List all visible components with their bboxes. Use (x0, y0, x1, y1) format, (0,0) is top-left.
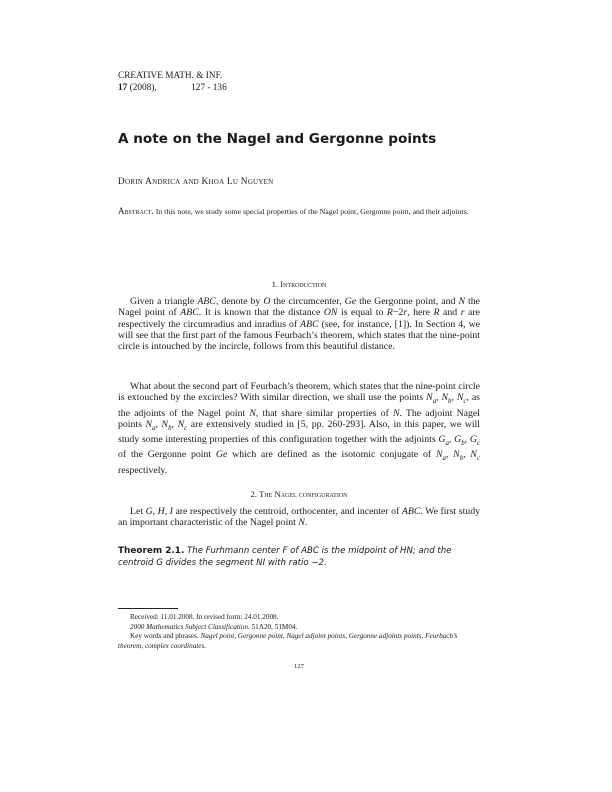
math-subscript: c (184, 424, 188, 432)
math-symbol: $N_a$ (145, 418, 156, 432)
math-symbol: Ge (344, 296, 357, 307)
journal-issue-line (118, 82, 227, 94)
math-subscript: b (448, 398, 452, 406)
abstract (118, 206, 480, 217)
math-symbol: O (263, 296, 271, 307)
abstract-heading: Abstract. (118, 206, 154, 216)
section-1-heading (118, 279, 480, 289)
math-symbol: r (460, 307, 465, 319)
journal-header (118, 70, 227, 94)
math-symbol: $N_b$ (161, 418, 172, 432)
math-symbol: $N_b$ (453, 449, 464, 463)
footnote-keywords (118, 632, 480, 651)
section-2-title: The Nagel configuration (259, 489, 348, 499)
math-symbol: Ge (215, 449, 228, 461)
math-symbol: F (282, 546, 288, 556)
author-line (118, 177, 273, 187)
math-subscript: a (445, 440, 449, 448)
math-subscript: c (463, 398, 467, 406)
section-2-heading (118, 489, 480, 499)
section-1-paragraph-2: What about the second part of Feurbach’s theorem, which states that the nine-point circle is extouched by the excircles? With similar direction, we shall use the points $N_a$, $N_b$, $N_c$, as the adjoints of the Nagel point N, that share similar properties of N. The adjoint Nagel points $N_a$, $N_b$, $N_c$ are extensively studied in [5, pp. 260-293]. Also, in this paper, we will study some interesting properties of this configuration together with the adjoints $G_a$, $G_b$, $G_c$ of the Gergonne point Ge which are defined as the isotomic conjugate of $N_a$, $N_b$, $N_c$ respectively. (118, 381, 480, 476)
section-1-title: Introduction (280, 279, 327, 289)
math-symbol: $N_c$ (470, 449, 480, 463)
math-symbol: ON (323, 307, 338, 319)
math-symbol: HN (399, 546, 413, 556)
math-symbol: ABC (301, 546, 319, 556)
page-number: 127 (294, 663, 304, 670)
math-symbol: $N_c$ (177, 418, 188, 432)
section-2-paragraph-1: Let G, H, I are respectively the centroid, orthocenter, and incenter of ABC. We first study an important characteristic of the Nagel point N. (118, 506, 480, 529)
section-1-number: 1. (271, 279, 279, 289)
math-symbol: N (458, 296, 465, 307)
journal-pages: 127 - 136 (191, 83, 227, 93)
abstract-text: In this note, we study some special properties of the Nagel point, Gergonne point, and their adjoints. (155, 207, 469, 216)
section-2-number: 2. (250, 489, 257, 499)
footnote-received: Received: 11.01.2008. In revised form: 24.01.2008. (130, 613, 279, 621)
math-subscript: c (476, 440, 480, 448)
math-symbol: G (156, 558, 163, 569)
math-subscript: b (168, 424, 172, 432)
math-symbol: H (157, 506, 165, 517)
math-symbol: $G_a$ (438, 434, 449, 448)
math-symbol: ABC (401, 506, 421, 517)
math-subscript: c (476, 455, 480, 463)
math-subscript: a (432, 398, 437, 406)
math-symbol: N (298, 517, 305, 529)
theorem-body: The Furhmann center F of ABC is the midpoint of HN; and the centroid G divides the segment NI with ratio −2. (118, 546, 452, 569)
theorem-2-1 (118, 545, 480, 570)
math-symbol: $G_c$ (469, 434, 480, 448)
math-subscript: b (459, 455, 464, 463)
math-symbol: N (392, 407, 400, 419)
footnote-rule (118, 608, 178, 609)
math-symbol: $N_a$ (435, 449, 446, 463)
journal-volume: 17 (118, 83, 128, 93)
journal-year: (2008), (129, 83, 157, 93)
math-symbol: R (433, 307, 440, 319)
math-symbol: NI (256, 558, 266, 569)
math-symbol: ABC (197, 296, 216, 307)
math-symbol: ABC (180, 307, 199, 319)
section-1-paragraph-1: Given a triangle ABC, denote by O the circumcenter, Ge the Gergonne point, and N the Nagel point of ABC. It is known that the distance ON is equal to R−2r, here R and r are respectively the circumradius and inradius of ABC (see, for instance, [1]). In Section 4, we will see that the first part of the famous Feurbach’s theorem, which states that the nine-point circle is intouched by the incircle, follows from this beautiful distance. (118, 296, 480, 353)
math-symbol: $N_c$ (456, 392, 467, 406)
footnotes (118, 613, 480, 651)
math-symbol: N (249, 407, 256, 419)
math-subscript: a (442, 455, 446, 463)
footnote-msc: 2000 Mathematics Subject Classification. 51A20, 51M04. (130, 622, 298, 631)
keywords-text: Nagel point, Gergonne point, Nagel adjoint points, Gergonne adjoints points, Feurbach’s theorem, complex coordinates. (118, 632, 458, 650)
keywords-label: Key words and phrases. (130, 632, 199, 641)
math-symbol: $G_b$ (454, 434, 465, 448)
paper-title: A note on the Nagel and Gergonne points (118, 131, 437, 147)
math-symbol: G (145, 506, 153, 517)
math-subscript: a (152, 424, 156, 432)
math-symbol: I (169, 506, 173, 517)
math-symbol: ABC (300, 318, 319, 330)
journal-name: CREATIVE MATH. & INF. (118, 71, 223, 81)
theorem-label: Theorem 2.1. (118, 546, 185, 556)
math-symbol: $N_a$ (426, 392, 437, 406)
math-subscript: b (461, 440, 465, 448)
math-symbol: R (386, 307, 393, 319)
math-symbol: r (403, 307, 408, 319)
authors: Dorin Andrica and Khoa Lu Nguyen (118, 177, 274, 187)
math-symbol: $N_b$ (441, 392, 452, 406)
math-symbol: 2000 Mathematics Subject Classification. (130, 622, 250, 631)
